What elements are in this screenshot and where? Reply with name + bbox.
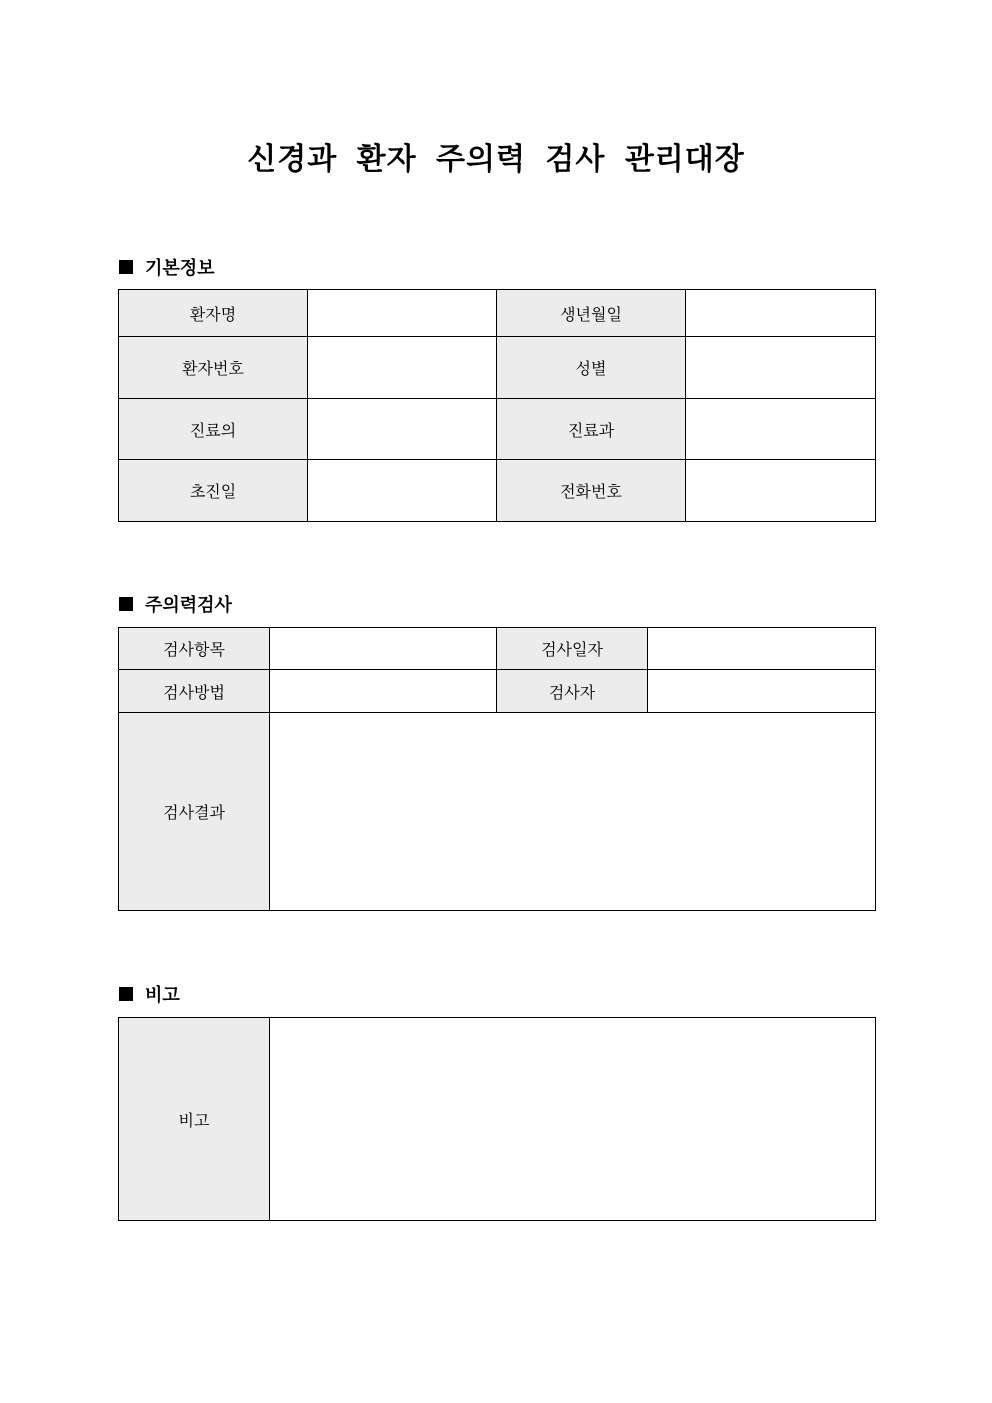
test-item-label: 검사항목 xyxy=(119,628,270,670)
first-visit-date-label: 초진일 xyxy=(119,460,308,522)
test-method-field[interactable] xyxy=(270,670,497,713)
attention-test-table xyxy=(118,627,876,911)
patient-name-field[interactable] xyxy=(308,290,497,337)
section-heading-remarks xyxy=(119,981,180,1007)
gender-label: 성별 xyxy=(497,337,686,399)
table-row xyxy=(119,399,876,460)
square-bullet-icon xyxy=(119,597,133,611)
square-bullet-icon xyxy=(119,987,133,1001)
basic-info-table xyxy=(118,289,876,522)
table-row xyxy=(119,1018,876,1221)
department-label: 진료과 xyxy=(497,399,686,460)
section-heading-label: 비고 xyxy=(145,985,180,1006)
table-row xyxy=(119,628,876,670)
test-item-field[interactable] xyxy=(270,628,497,670)
patient-number-field[interactable] xyxy=(308,337,497,399)
test-method-label: 검사방법 xyxy=(119,670,270,713)
test-date-field[interactable] xyxy=(648,628,876,670)
examiner-field[interactable] xyxy=(648,670,876,713)
gender-field[interactable] xyxy=(686,337,876,399)
table-row xyxy=(119,337,876,399)
physician-field[interactable] xyxy=(308,399,497,460)
phone-number-field[interactable] xyxy=(686,460,876,522)
department-field[interactable] xyxy=(686,399,876,460)
phone-number-label: 전화번호 xyxy=(497,460,686,522)
first-visit-date-field[interactable] xyxy=(308,460,497,522)
patient-number-label: 환자번호 xyxy=(119,337,308,399)
physician-label: 진료의 xyxy=(119,399,308,460)
section-heading-label: 기본정보 xyxy=(145,258,215,279)
remarks-table xyxy=(118,1017,876,1221)
table-row xyxy=(119,670,876,713)
test-result-label: 검사결과 xyxy=(119,713,270,911)
test-result-field[interactable] xyxy=(270,713,876,911)
table-row xyxy=(119,290,876,337)
page-title: 신경과 환자 주의력 검사 관리대장 xyxy=(247,142,745,177)
table-row xyxy=(119,460,876,522)
birth-date-label: 생년월일 xyxy=(497,290,686,337)
remarks-field[interactable] xyxy=(270,1018,876,1221)
birth-date-field[interactable] xyxy=(686,290,876,337)
square-bullet-icon xyxy=(119,260,133,274)
section-heading-basic-info xyxy=(119,254,215,280)
patient-name-label: 환자명 xyxy=(119,290,308,337)
remarks-label: 비고 xyxy=(119,1018,270,1221)
section-heading-label: 주의력검사 xyxy=(145,595,232,616)
test-date-label: 검사일자 xyxy=(497,628,648,670)
examiner-label: 검사자 xyxy=(497,670,648,713)
table-row xyxy=(119,713,876,911)
section-heading-attention-test xyxy=(119,591,232,617)
